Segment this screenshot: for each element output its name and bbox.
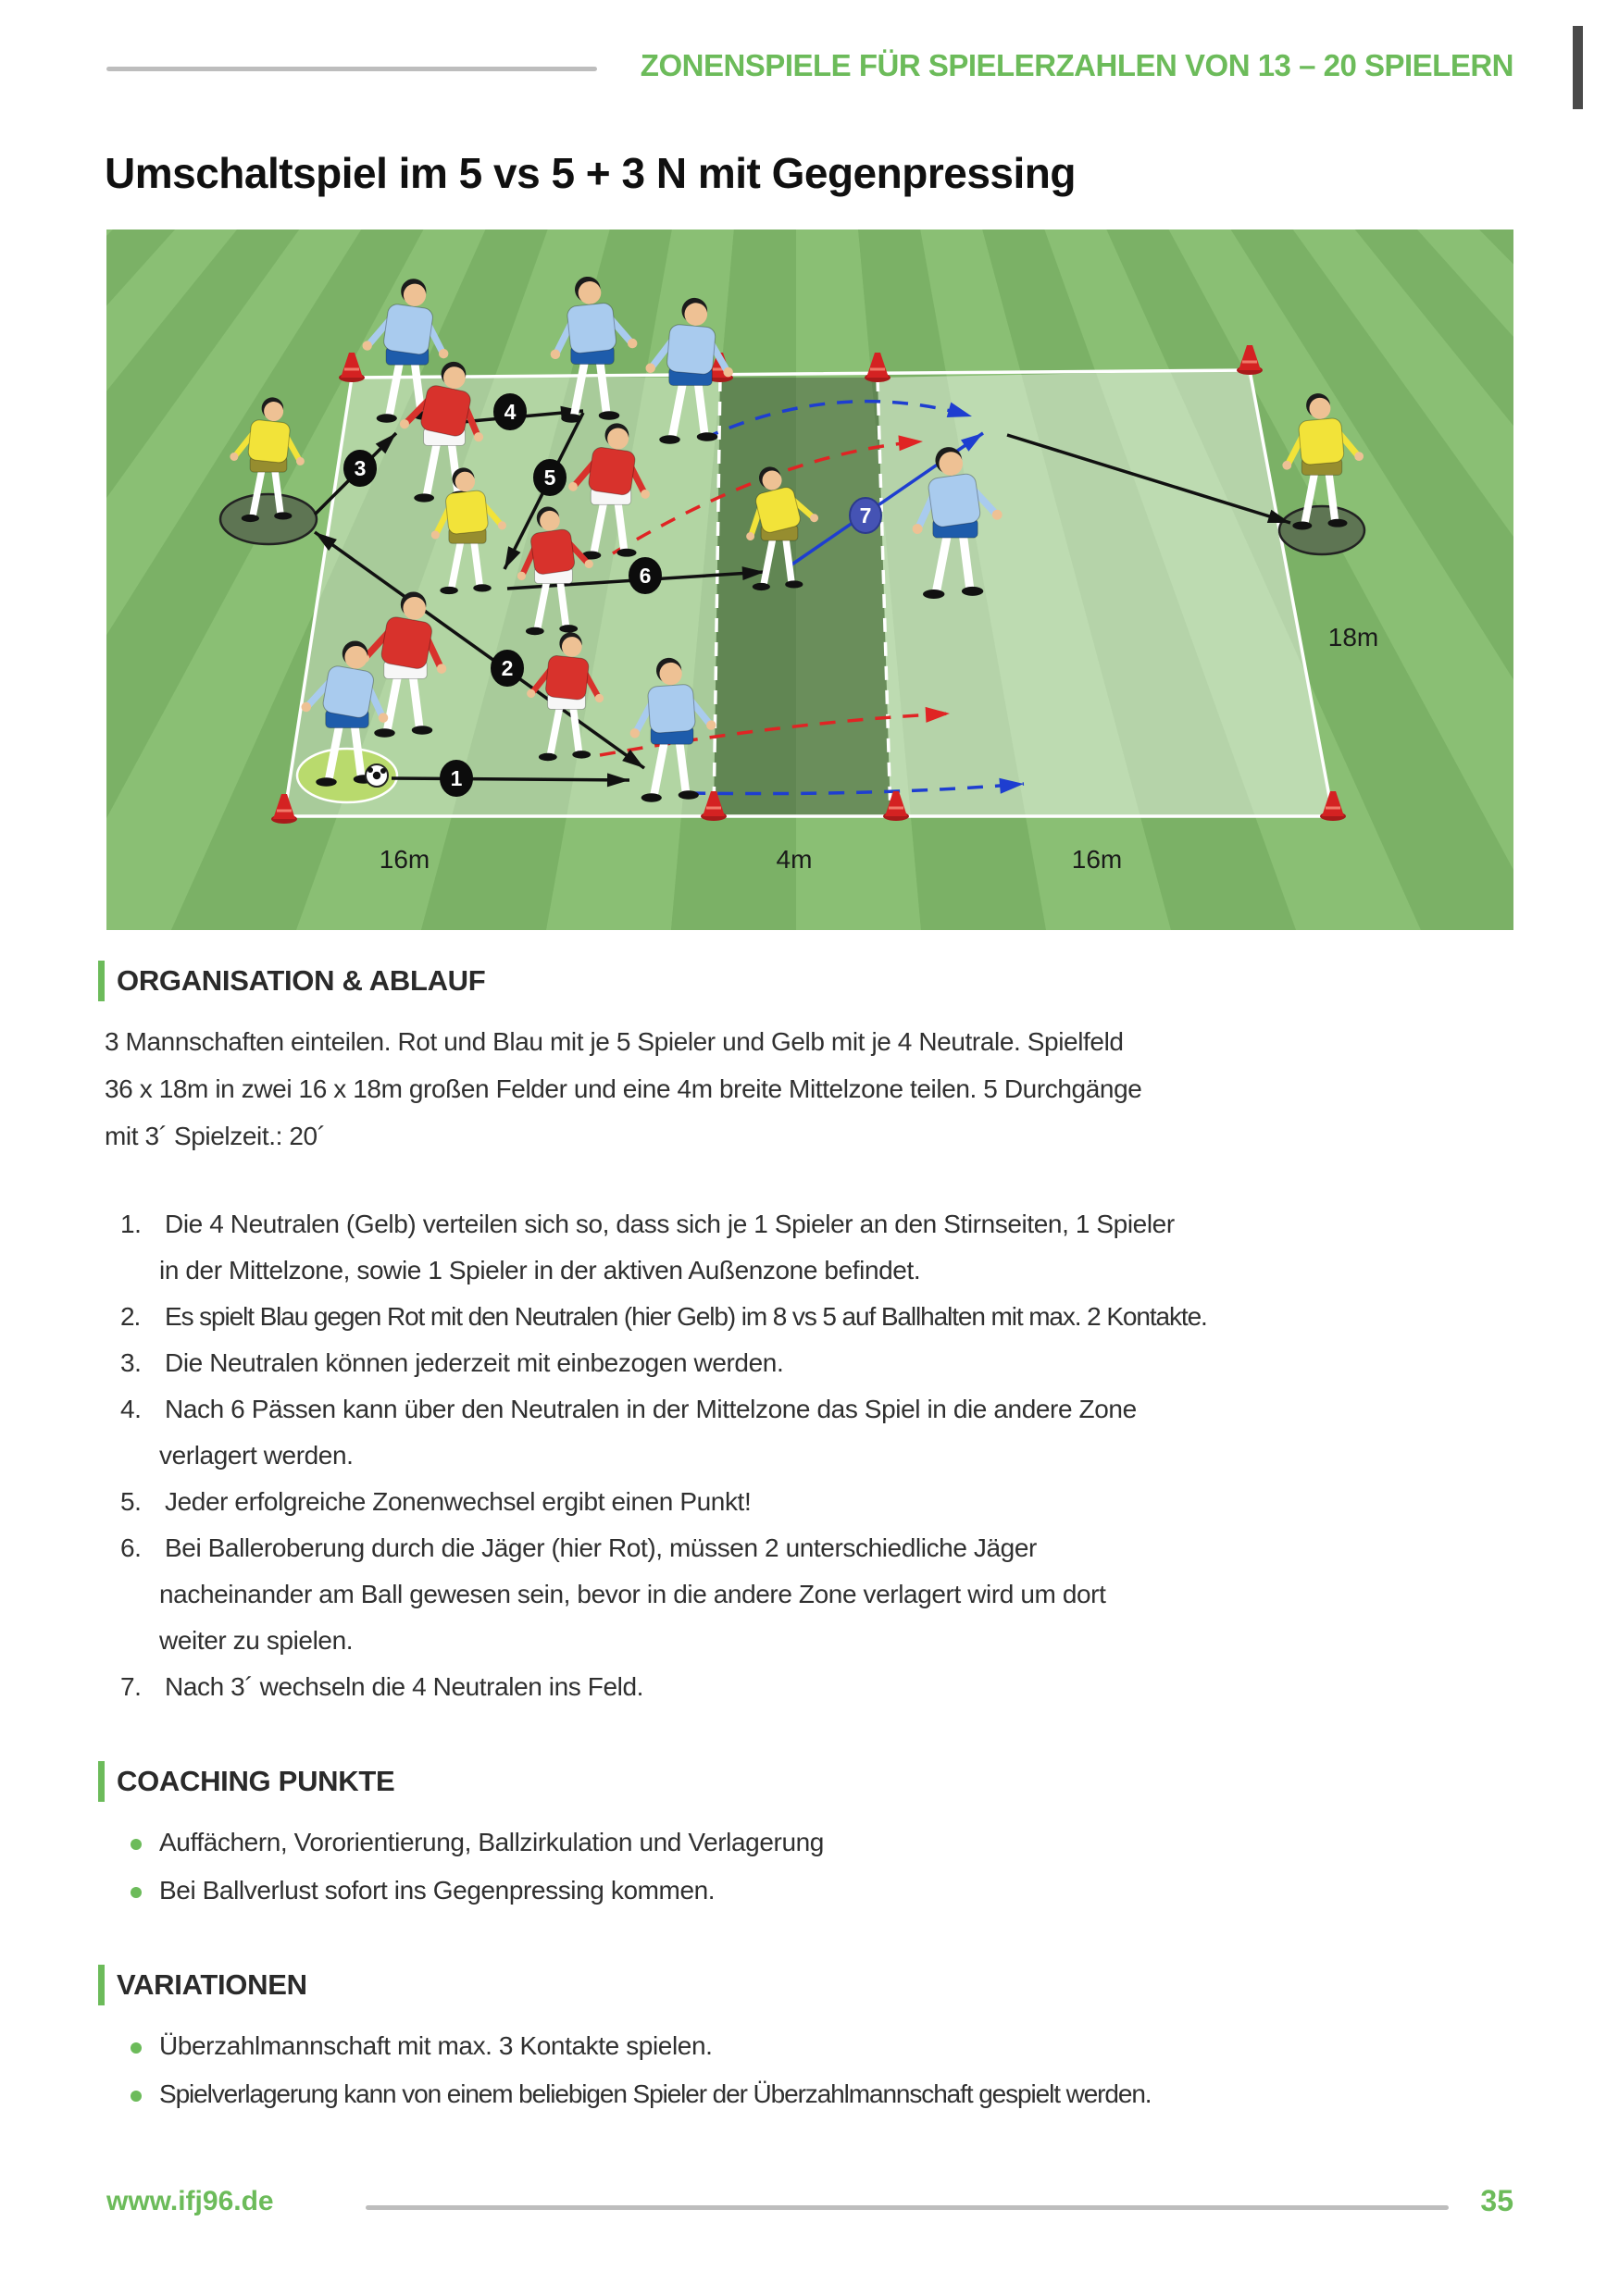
coaching-bar <box>98 1761 105 1802</box>
shoe <box>1292 522 1312 530</box>
variationen-bar <box>98 1965 105 2005</box>
shoe <box>572 751 591 758</box>
shirt-torso <box>567 303 617 354</box>
organisation-list-line: 5. Jeder erfolgreiche Zonenwechsel ergibt einen Punkt! <box>120 1487 752 1516</box>
shoe <box>962 587 983 596</box>
list-number: 6. <box>120 1533 142 1562</box>
list-number: 1. <box>120 1210 142 1238</box>
coaching-bullet-dot <box>131 1839 142 1850</box>
shoe <box>559 625 578 632</box>
drill-diagram <box>106 230 1513 930</box>
shirt-torso <box>1298 417 1344 465</box>
organisation-paragraph-line: 3 Mannschaften einteilen. Rot und Blau mit je 5 Spieler und Gelb mit je 4 Neutrale. Spielfeld <box>105 1027 1124 1056</box>
sequence-marker-label: 1 <box>450 766 463 790</box>
shoe <box>659 435 680 444</box>
variationen-bullet-text: Spielverlagerung kann von einem beliebigen Spieler der Überzahlmannschaft gespielt werden. <box>159 2079 1152 2108</box>
shirt-torso <box>588 446 636 496</box>
shirt-torso <box>247 419 291 464</box>
shoe <box>923 590 944 599</box>
shoe <box>414 493 434 502</box>
shoe <box>526 627 544 635</box>
soccer-ball-patch <box>380 768 386 774</box>
dimension-label: 4m <box>776 845 813 874</box>
shirt-torso <box>382 304 433 356</box>
organisation-list-line: verlagert werden. <box>159 1441 354 1470</box>
list-number: 4. <box>120 1395 142 1423</box>
shoe <box>377 414 397 422</box>
player-base-ellipse <box>1279 506 1364 554</box>
footer-website-link[interactable]: www.ifj96.de <box>106 2186 274 2216</box>
shoe <box>679 790 699 799</box>
organisation-list-line: 1. Die 4 Neutralen (Gelb) verteilen sich so, dass sich je 1 Spieler an den Stirnseiten, 1 Spieler <box>120 1210 1175 1238</box>
sequence-marker-label: 4 <box>504 400 517 424</box>
sequence-marker-label: 3 <box>354 456 367 480</box>
shirt-torso <box>666 324 716 375</box>
shoe <box>274 512 292 519</box>
organisation-bar <box>98 961 105 1001</box>
dimension-label: 16m <box>1071 845 1123 874</box>
soccer-ball-patch <box>367 767 373 773</box>
shoe <box>473 584 492 591</box>
shirt-torso <box>380 615 434 670</box>
list-number: 2. <box>120 1302 141 1331</box>
pass-arrow <box>392 778 629 780</box>
shoe <box>617 549 637 557</box>
sequence-marker-label: 5 <box>543 465 556 490</box>
organisation-paragraph-line: 36 x 18m in zwei 16 x 18m großen Felder und eine 4m breite Mittelzone teilen. 5 Durchgänge <box>105 1074 1142 1103</box>
dimension-label: 16m <box>379 845 430 874</box>
header-edge-mark <box>1573 26 1583 109</box>
sequence-marker-label: 6 <box>639 564 652 588</box>
list-number: 7. <box>120 1672 142 1701</box>
shirt-torso <box>647 684 695 734</box>
shoe <box>412 726 433 735</box>
soccer-field-illustration <box>106 230 1513 930</box>
shoe <box>785 580 803 588</box>
organisation-list-line: 7. Nach 3´ wechseln die 4 Neutralen ins Feld. <box>120 1672 644 1701</box>
organisation-list-line: 3. Die Neutralen können jederzeit mit einbezogen werden. <box>120 1348 784 1377</box>
page-title: Umschaltspiel im 5 vs 5 + 3 N mit Gegenpressing <box>105 149 1076 197</box>
coaching-bullet-dot <box>131 1887 142 1898</box>
shoe <box>242 515 259 522</box>
organisation-list-line: nacheinander am Ball gewesen sein, bevor in die andere Zone verlagert wird um dort <box>159 1580 1106 1608</box>
shoe <box>1328 519 1348 527</box>
organisation-heading: ORGANISATION & ABLAUF <box>117 964 486 997</box>
shoe <box>440 587 458 594</box>
variationen-bullet-dot <box>131 2091 142 2102</box>
player-base-ellipse <box>220 494 317 544</box>
organisation-list-line: 2. Es spielt Blau gegen Rot mit den Neutralen (hier Gelb) im 8 vs 5 auf Ballhalten mit max. 2 Kontakte. <box>120 1302 1207 1331</box>
dimension-label: 18m <box>1327 623 1379 652</box>
chapter-header: ZONENSPIELE FÜR SPIELERZAHLEN VON 13 – 20 SPIELERN <box>640 48 1513 82</box>
organisation-list-line: 4. Nach 6 Pässen kann über den Neutralen in der Mittelzone das Spiel in die andere Zone <box>120 1395 1137 1423</box>
shoe <box>599 411 620 420</box>
shoe <box>374 728 395 738</box>
shoe <box>316 777 337 787</box>
shirt-torso <box>545 655 590 701</box>
variationen-bullet-dot <box>131 2042 142 2054</box>
organisation-list-line: weiter zu spielen. <box>159 1626 354 1655</box>
footer-rule <box>366 2205 1449 2210</box>
coaching-heading: COACHING PUNKTE <box>117 1765 395 1797</box>
coaching-bullet-text: Auffächern, Vororientierung, Ballzirkulation und Verlagerung <box>159 1828 824 1856</box>
shirt-torso <box>529 528 575 576</box>
sequence-marker-label: 7 <box>859 503 872 527</box>
organisation-paragraph-line: mit 3´ Spielzeit.: 20´ <box>105 1122 326 1150</box>
list-number: 3. <box>120 1348 142 1377</box>
soccer-ball-patch <box>373 772 380 779</box>
variationen-heading: VARIATIONEN <box>117 1968 307 2001</box>
footer-page-number: 35 <box>1480 2184 1513 2217</box>
shirt-torso <box>322 664 376 719</box>
organisation-list-line: 6. Bei Balleroberung durch die Jäger (hier Rot), müssen 2 unterschiedliche Jäger <box>120 1533 1037 1562</box>
shoe <box>753 583 770 590</box>
shoe <box>697 432 718 441</box>
sequence-marker-label: 2 <box>501 656 514 680</box>
list-number: 5. <box>120 1487 142 1516</box>
variationen-bullet-text: Überzahlmannschaft mit max. 3 Kontakte spielen. <box>159 2031 713 2060</box>
zone-middle-4m <box>714 378 890 816</box>
organisation-list-line: in der Mittelzone, sowie 1 Spieler in der aktiven Außenzone befindet. <box>159 1256 921 1285</box>
shoe <box>561 414 582 423</box>
shoe <box>641 793 662 801</box>
shirt-torso <box>928 473 981 528</box>
coaching-bullet-text: Bei Ballverlust sofort ins Gegenpressing kommen. <box>159 1876 716 1905</box>
shirt-torso <box>419 384 472 438</box>
shirt-torso <box>445 490 489 534</box>
shoe <box>539 753 557 761</box>
